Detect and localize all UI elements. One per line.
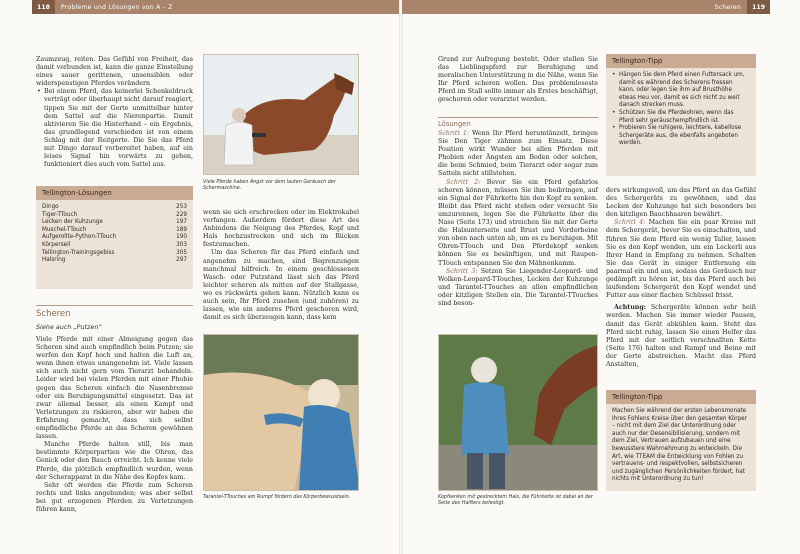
step-2-text: Bevor Sie ein Pferd gefahrlos scheren können, müssen Sie ihm beibringen, auf ein Signal der Führkette hin den Kopf zu senken. Bleibt das Pferd nicht stehen oder versucht Sie umzurennen, legen Sie die Führkette über die Nase (Seite 173) und streichen Sie mit der Gerte die Halsunterseite und Brust und Vorderbeine von oben nach unten ab, um es zu beruhigen. Mit Ohren-TTouch und Den Pferdekopf senken können Sie es besänftigen, und mit Raupen-TTouch entspannen Sie den Mähnenkamm. [438, 178, 598, 267]
solution-name: Körperseil [42, 241, 71, 248]
right-intro-paragraph: Grund zur Aufregung besteht. Oder stellen Sie das Lieblingspferd zur Beruhigung und moralischen Unterstützung in die Nähe, wenn Sie Ihr Pferd scheren wollen. Das problemloseste Pferd im Stall sollte immer als Erstes beschäftigt, geschoren oder verarztet werden. [438, 56, 598, 104]
step-1 [438, 130, 598, 179]
step-3 [438, 268, 598, 308]
right-col1-top [438, 56, 598, 105]
tellington-solution-item [42, 212, 187, 220]
section-body [36, 336, 193, 514]
section-subheading: Siehe auch „Putzen“ [36, 323, 102, 331]
warning-label: Achtung: [614, 304, 647, 312]
tellington-tip-box-1 [606, 54, 756, 176]
solution-name: Aufgerollte-Python-TTouch [42, 234, 117, 241]
loesungen-heading: Lösungen [438, 120, 471, 128]
tip1-list [606, 68, 756, 153]
solution-name: Dingo [42, 204, 59, 210]
solution-page: 229 [176, 211, 187, 218]
solution-name: Tiger-TTouch [42, 211, 78, 218]
step-3-label: Schritt 3: [446, 267, 478, 275]
tellington-solution-item [42, 219, 187, 227]
tellington-solution-item [42, 257, 187, 265]
photo-horse-clipping [203, 54, 359, 175]
middle-paragraph-2: Um das Scheren für das Pferd einfach und angenehm zu machen, sind Begrenzungen manchmal hilfreich. In einem geschlossenen Wasch- oder Putzstand lässt sich das Pferd leichter scheren als mitten auf der Stallgasse, wo es rückwärts gehen kann. Nützlich kann es auch sein, Ihr Pferd zusehen (und zuhören) zu lassen, wie ein anderes Pferd geschoren wird, damit es sich überzeugen kann, dass kein [203, 249, 359, 322]
right-col2-text [606, 187, 756, 369]
photo-tarantula-ttouch [203, 334, 359, 491]
photo1-caption: Viele Pferde haben Angst vor dem lauten Geräusch der Schermaschine. [203, 180, 336, 191]
step-4-text: Machen Sie ein paar Kreise mit dem Schergerät, bevor Sie es einschalten, und führen Sie dem Pferd ein wenig Taller, lassen Sie es den Kopf wenden, um ein Leckerli aus Ihrer Hand in Empfang zu nehmen. Schalten Sie das Gerät in einiger Entfernung ein paarmal ein und aus, sodass das Geräusch nur gedämpft zu hören ist, bis das Pferd auch bei laufendem Schergerät den Kopf wendet und Futter aus einer flachen Schüssel frisst. [606, 219, 756, 300]
tellington-solution-item [42, 242, 187, 250]
head-lowering-illustration [439, 335, 598, 491]
step-2 [438, 179, 598, 268]
section-paragraph-3: Sehr oft werden die Pferde zum Scheren rechts und links angebunden; was aber selbst bei gut erzogenen Pferden zu Verletzungen führen kann, [36, 481, 193, 513]
right-header [402, 0, 770, 14]
solution-page: 303 [176, 241, 187, 248]
section-paragraph-2: Manche Pferde halten still, bis man bestimmte Körperpartien wie die Ohren, das Genick oder den Bauch erreicht. Ich kenne viele Pferde, die plötzlich empfindlich wurden, wenn der Scherapparat in die Nähe des Kopfes kam. [36, 441, 193, 481]
solution-page: 297 [176, 257, 187, 264]
loesungen-rule [438, 117, 598, 118]
solution-page: 189 [176, 226, 187, 233]
photo3-caption: Kopfsenken mit gestrecktem Hals, die Führkette ist dabei an der Seite des Halfters befestigt. [438, 495, 593, 506]
solution-page: 253 [176, 204, 187, 210]
step-1-text: Wenn Ihr Pferd herumtänzelt, bringen Sie Den Tiger zähmen zum Einsatz. Diese Position wirkt Wunder bei allen Pferden mit Phobien oder Ängsten am Boden oder solchen, die beim Schmied, beim Tierarzt oder sogar zum Satteln nicht stillstehen. [438, 130, 598, 178]
step-4-label: Schritt 4: [614, 219, 646, 227]
tip2-title: Tellington-Tipp [606, 390, 756, 404]
section-paragraph-1: Viele Pferde mit einer Abneigung gegen das Scheren sind auch empfindlich beim Putzen; sie werfen den Kopf hoch und halten die Luft an, wenn ihnen etwas unangenehm ist. Viele lassen sich auch nicht gern vom Tierarzt behandeln. Leider wird bei vielen Pferden mit einer Phobie gegen das Scheren einfach die Nasenbremse oder ein Beruhigungsmittel eingesetzt. Das ist zwar allemal besser, als einen Kampf und Verletzungen zu riskieren, aber wir haben die Erfahrung gemacht, dass sich selbst empfindliche Pferde an das Scheren gewöhnen lassen. [36, 336, 193, 441]
middle-paragraph-1: wenn sie sich erschrecken oder im Elektrokabel verfangen. Außerdem fördert diese Art des Anbindens die Neigung des Pferdes, Kopf und Hals hochzustrecken und sich im Rücken festzumachen. [203, 209, 359, 249]
solution-name: Muschel-TTouch [42, 226, 87, 233]
left-top-text [36, 56, 193, 169]
col2-paragraph-1: ders wirkungsvoll, um das Pferd an das Gefühl des Schergeräts zu gewöhnen, und das Lecken der Kuhzunge hat sich besonders bei den kitzligen Bauchhaaren bewährt. [606, 187, 756, 219]
tip1-item: • Hängen Sie dem Pferd einen Futtersack um, damit es während des Scherens fressen kann, oder legen Sie ihm auf Brusthöhe etwas Heu vor, damit es sich nicht zu weit danach strecken muss. [612, 72, 750, 110]
bullet-paragraph: • Bei einem Pferd, das keinerlei Schenkeldruck verträgt oder überhaupt nicht darauf reagiert, tippen Sie mit der Gerte unmittelbar hinter dem Sattel auf die Nierenpartie. Damit aktivieren Sie die Hinterhand – ein Ergebnis, das grundlegend verschieden ist von einem Schlag mit der Reitgerte. Die Sie das Pferd mit Dingo darauf vorbereitet haben, auf ein leises Signal hin vorwärts zu gehen, funktioniert dies auch vom Sattel aus. [36, 88, 193, 169]
step-4 [606, 219, 756, 300]
loesungen-body [438, 130, 598, 308]
solution-page: 197 [176, 219, 187, 226]
solution-name: Tellington-Trainingsgebiss [42, 249, 115, 256]
solution-page: 190 [176, 234, 187, 241]
warning-text: Schergeräte können sehr heiß werden. Machen Sie immer wieder Pausen, damit das Gerät abkühlen kann. Steht das Pferd nicht ruhig, lassen Sie einen Helfer das Pferd mit der seitlich verschnallten Kette (Seite 176) halten und Rumpf und Beine mit der Gerte abstreichen. Macht das Pferd Anstalten, [606, 304, 756, 368]
tarantula-ttouch-illustration [204, 335, 359, 491]
section-heading: Scheren [36, 309, 71, 319]
tellington-solution-item [42, 250, 187, 258]
tellington-solutions-list [36, 200, 193, 270]
solution-page: 305 [176, 249, 187, 256]
tip1-item: • Schützen Sie die Pferdeohren, wenn das Pferd sehr geräuschempfindlich ist. [612, 110, 750, 125]
left-header [32, 0, 400, 14]
step-3-text: Setzen Sie Liegender-Leopard- und Wolken-Leopard-TTouches, Lecken der Kuhzunge und Tarantel-TTouches an allen empfindlichen oder kitzligen Stellen ein. Die Tarantel-TTouches sind beson- [438, 267, 598, 307]
tellington-tip-box-2 [606, 390, 756, 491]
step-1-label: Schritt 1: [438, 130, 470, 137]
left-middle-text [203, 209, 359, 322]
right-running-title: Scheren [714, 3, 742, 11]
solution-name: Halsring [42, 257, 66, 264]
tellington-solution-item [42, 204, 187, 212]
section-rule [36, 305, 193, 306]
step-2-label: Schritt 2: [446, 178, 481, 186]
intro-paragraph: Zaumzeug, reiten. Das Gefühl von Freiheit, das damit verbunden ist, kann die ganze Einstellung eines sauer gerittenen, unsensiblen oder widerspenstigen Pferdes verändern [36, 56, 193, 88]
left-page-number: 118 [32, 0, 55, 14]
right-page [402, 0, 800, 554]
solution-name: Lecken der Kuhzunge [42, 219, 103, 226]
warning-paragraph [606, 304, 756, 369]
right-page-number: 119 [747, 0, 770, 14]
tellington-solutions-box [36, 186, 193, 289]
left-running-title: Probleme und Lösungen von A – Z [60, 3, 173, 11]
photo-head-lowering [438, 334, 598, 491]
tip2-text: Machen Sie während der ersten Lebensmonate Ihres Fohlens Kreise über den gesamten Körper – nicht mit dem Ziel der Unterordnung oder auch nur der Desensibilisierung, sondern mit dem Ziel, Vertrauen aufzubauen und eine bewusstere Wahrnehmung zu entwickeln. Die Art, wie TTEAM die Entwicklung von Fohlen zu vertrauens- und respektvollen, selbstsicheren und zugänglichen Persönlichkeiten fördert, hat nichts mit Unterordnung zu tun! [612, 408, 747, 483]
tellington-solution-item [42, 234, 187, 242]
tip1-item: • Probieren Sie ruhigere, leichtere, kabellose Schergeräte aus, die ebenfalls angeboten werden. [612, 125, 750, 148]
photo2-caption: Tarantel-TTouches am Rumpf fördern das Körperbewusstsein. [203, 495, 351, 500]
tellington-solutions-title: Tellington-Lösungen [36, 186, 193, 200]
horse-clipping-illustration [204, 55, 359, 175]
tip1-title: Tellington-Tipp [606, 54, 756, 68]
tellington-solution-item [42, 227, 187, 235]
